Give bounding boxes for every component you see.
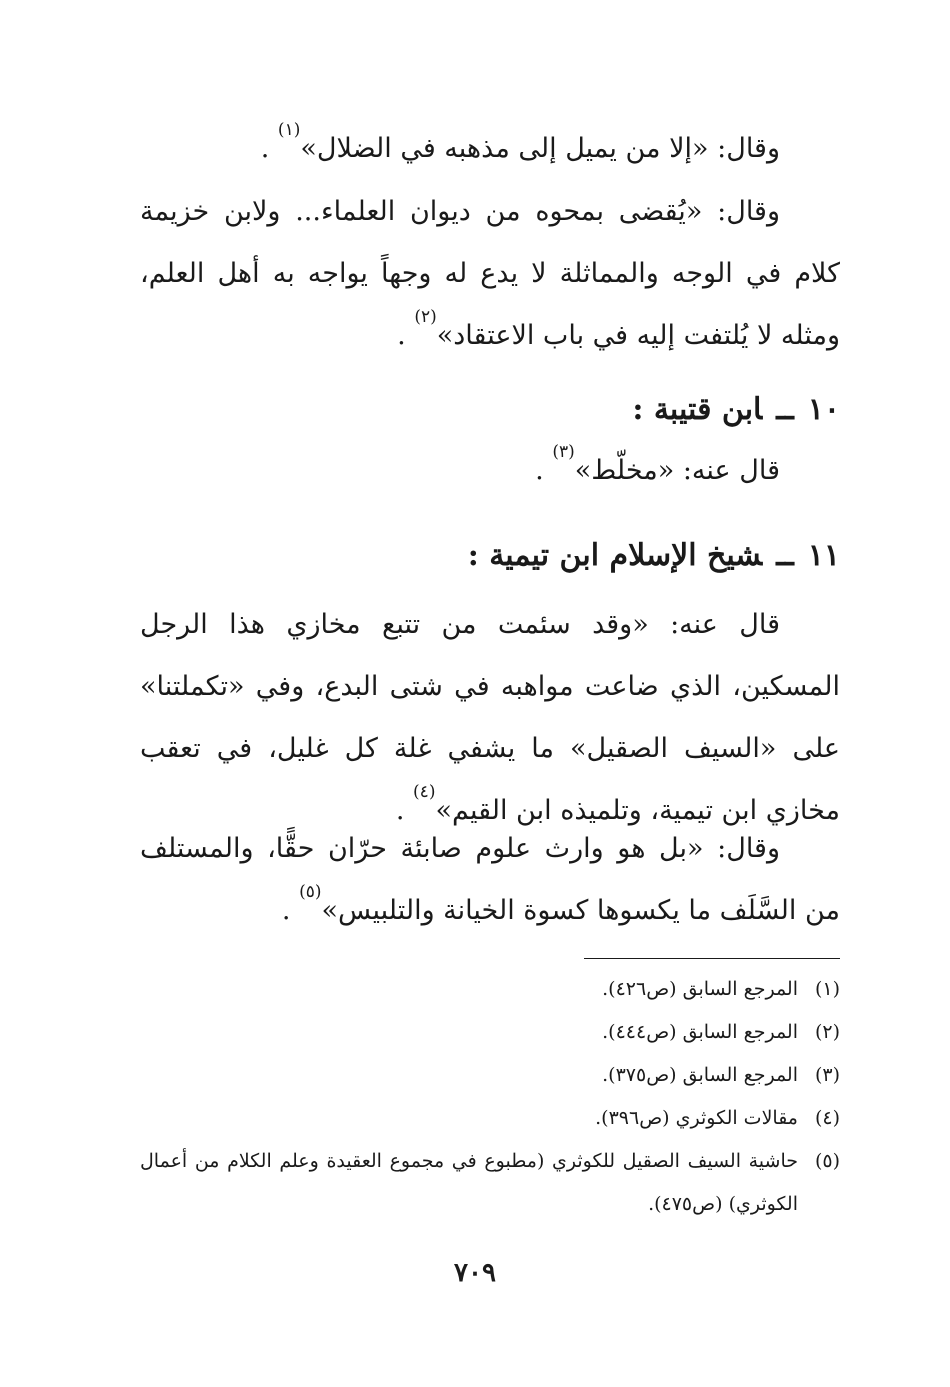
footnote-text: حاشية السيف الصقيل للكوثري (مطبوع في مجموع العقيدة وعلم الكلام من أعمال الكوثري) (ص٤٧٥). bbox=[140, 1150, 798, 1215]
footnote-text: المرجع السابق (ص٤٤٤). bbox=[602, 1021, 798, 1043]
footnote-separator bbox=[584, 958, 840, 959]
footnote-marker: (٣) bbox=[814, 1064, 840, 1086]
section-number: ١٠ bbox=[807, 392, 840, 427]
footnote-reference: (٣) bbox=[552, 442, 575, 462]
paragraph-text: وقال: «إلا من يميل إلى مذهبه في الضلال» bbox=[300, 133, 780, 164]
footnote-text: المرجع السابق (ص٤٢٦). bbox=[602, 978, 798, 1000]
paragraph-end: . bbox=[395, 795, 414, 826]
footnote-reference: (٤) bbox=[413, 782, 436, 802]
footnote-text: المرجع السابق (ص٣٧٥). bbox=[602, 1064, 798, 1086]
footnote-marker: (٥) bbox=[814, 1150, 840, 1172]
paragraph-quote-2 bbox=[140, 181, 840, 367]
footnote-reference: (١) bbox=[277, 120, 301, 140]
section-dash: ــ bbox=[776, 392, 794, 427]
section-heading-10 bbox=[140, 388, 840, 432]
paragraph-end: . bbox=[281, 895, 300, 926]
section-title: شيخ الإسلام ابن تيمية : bbox=[467, 538, 763, 573]
footnote-item bbox=[140, 1140, 840, 1226]
footnote-marker: (٤) bbox=[814, 1107, 840, 1129]
paragraph-ibn-qutayba bbox=[140, 440, 840, 502]
paragraph-end: . bbox=[397, 320, 415, 351]
paragraph-ibn-taymiyya-2 bbox=[140, 818, 840, 942]
section-dash: ــ bbox=[776, 538, 794, 573]
paragraph-quote-1 bbox=[140, 118, 840, 180]
section-heading-11 bbox=[140, 534, 840, 578]
paragraph-text: وقال: «بل هو وارث علوم صابئة حرّان حقًّا، والمستلف من السَّلَف ما يكسوها كسوة الخيانة والتلبيس» bbox=[140, 833, 840, 926]
footnote-item bbox=[140, 968, 840, 1011]
footnote-reference: (٥) bbox=[299, 882, 322, 902]
footnotes-list bbox=[140, 968, 840, 1226]
section-number: ١١ bbox=[807, 538, 840, 573]
footnote-text: مقالات الكوثري (ص٣٩٦). bbox=[595, 1107, 798, 1129]
footnote-item bbox=[140, 1011, 840, 1054]
footnote-marker: (٢) bbox=[814, 1021, 840, 1043]
footnote-reference: (٢) bbox=[414, 307, 437, 327]
footnote-item bbox=[140, 1097, 840, 1140]
page-number: ٧٠٩ bbox=[454, 1258, 496, 1288]
section-title: ابن قتيبة : bbox=[632, 392, 763, 427]
paragraph-end: . bbox=[535, 455, 553, 486]
footnote-marker: (١) bbox=[814, 978, 840, 1000]
footnote-item bbox=[140, 1054, 840, 1097]
paragraph-text: وقال: «يُقضى بمحوه من ديوان العلماء... ولابن خزيمة كلام في الوجه والمماثلة لا يدع له وجهاً يواجه به أهل العلم، ومثله لا يُلتفت إليه في باب الاعتقاد» bbox=[140, 196, 840, 351]
paragraph-text: قال عنه: «وقد سئمت من تتبع مخازي هذا الرجل المسكين، الذي ضاعت مواهبه في شتى البدع، وفي «تكملتنا» على «السيف الصقيل» ما يشفي غلة كل غليل، في تعقب مخازي ابن تيمية، وتلميذه ابن القيم» bbox=[140, 609, 840, 826]
paragraph-text: قال عنه: «مخلّط» bbox=[574, 455, 780, 486]
paragraph-end: . bbox=[260, 133, 278, 164]
paragraph-ibn-taymiyya-1 bbox=[140, 594, 840, 842]
